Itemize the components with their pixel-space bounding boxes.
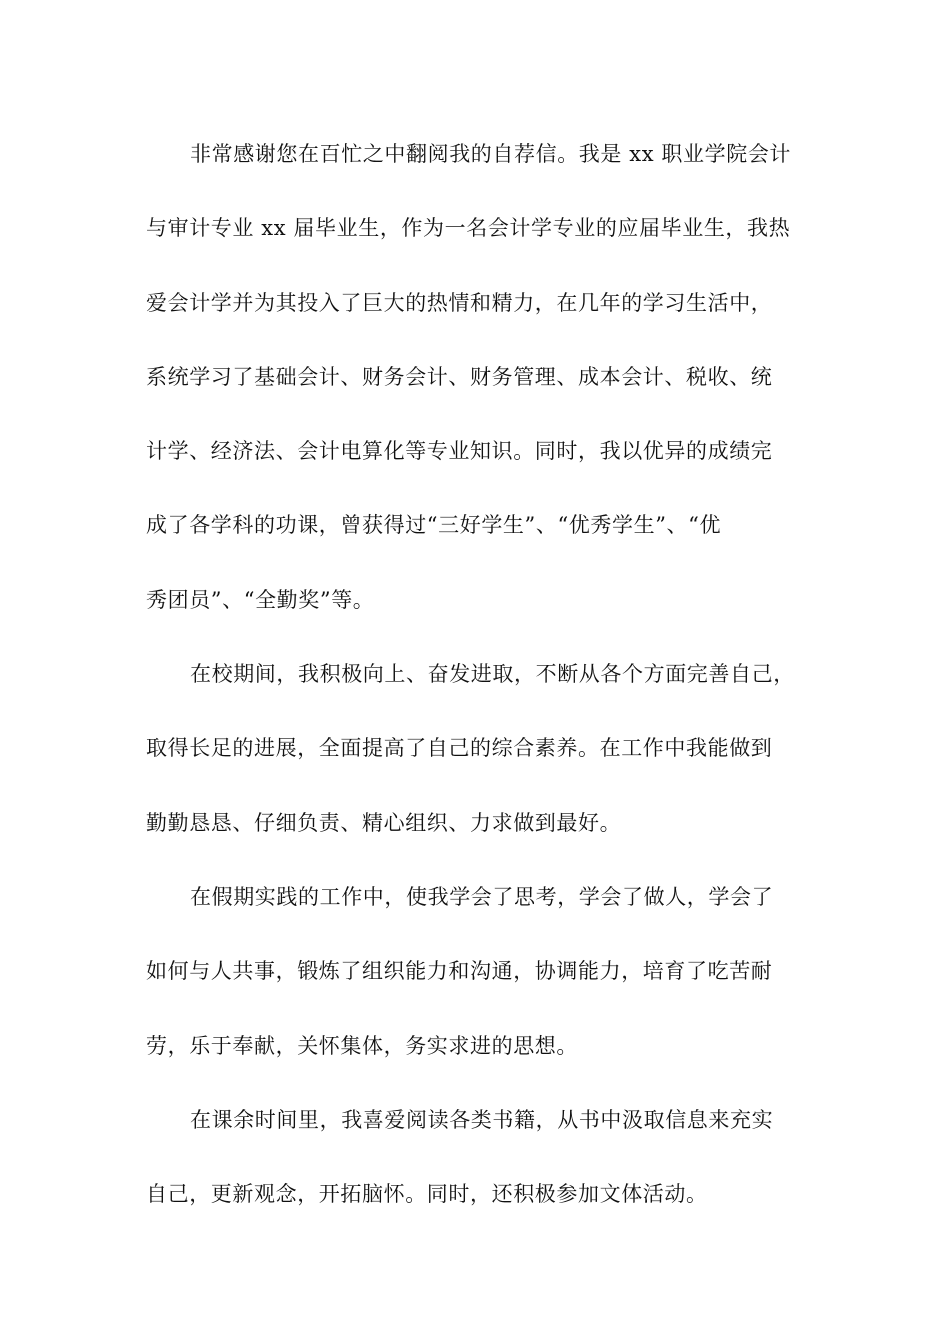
paragraph-line: 如何与人共事，锻炼了组织能力和沟通，协调能力，培育了吃苦耐 [146, 959, 773, 984]
paragraph-line: 劳，乐于奉献，关怀集体，务实求进的思想。 [146, 1033, 578, 1058]
paragraph-line: 计学、经济法、会计电算化等专业知识。同时，我以优异的成绩完 [146, 439, 773, 464]
paragraph-line: 秀团员”、“全勤奖”等。 [146, 587, 375, 612]
paragraph-line: 自己，更新观念，开拓脑怀。同时，还积极参加文体活动。 [146, 1182, 708, 1207]
paragraph-1 [146, 134, 826, 654]
paragraph-2 [146, 654, 826, 877]
paragraph-line: 在假期实践的工作中，使我学会了思考，学会了做人，学会了 [190, 884, 774, 909]
paragraph-line: 取得长足的进展，全面提高了自己的综合素养。在工作中我能做到 [146, 736, 773, 761]
paragraph-line: 在校期间，我积极向上、奋发进取，不断从各个方面完善自己， [190, 662, 795, 687]
paragraph-line: 非常感谢您在百忙之中翻阅我的自荐信。我是 xx 职业学院会计 [190, 142, 792, 166]
paragraph-line: 成了各学科的功课，曾获得过“三好学生”、“优秀学生”、“优 [146, 513, 722, 538]
paragraph-line: 与审计专业 xx 届毕业生，作为一名会计学专业的应届毕业生，我热 [146, 216, 791, 241]
paragraph-line: 在课余时间里，我喜爱阅读各类书籍，从书中汲取信息来充实 [190, 1107, 774, 1132]
paragraph-line: 爱会计学并为其投入了巨大的热情和精力，在几年的学习生活中， [146, 290, 773, 315]
paragraph-3 [146, 877, 826, 1100]
paragraph-line: 系统学习了基础会计、财务会计、财务管理、成本会计、税收、统 [146, 364, 773, 389]
paragraph-line: 勤勤恳恳、仔细负责、精心组织、力求做到最好。 [146, 810, 622, 835]
paragraph-4 [146, 1100, 826, 1249]
letter-body [146, 134, 826, 1248]
